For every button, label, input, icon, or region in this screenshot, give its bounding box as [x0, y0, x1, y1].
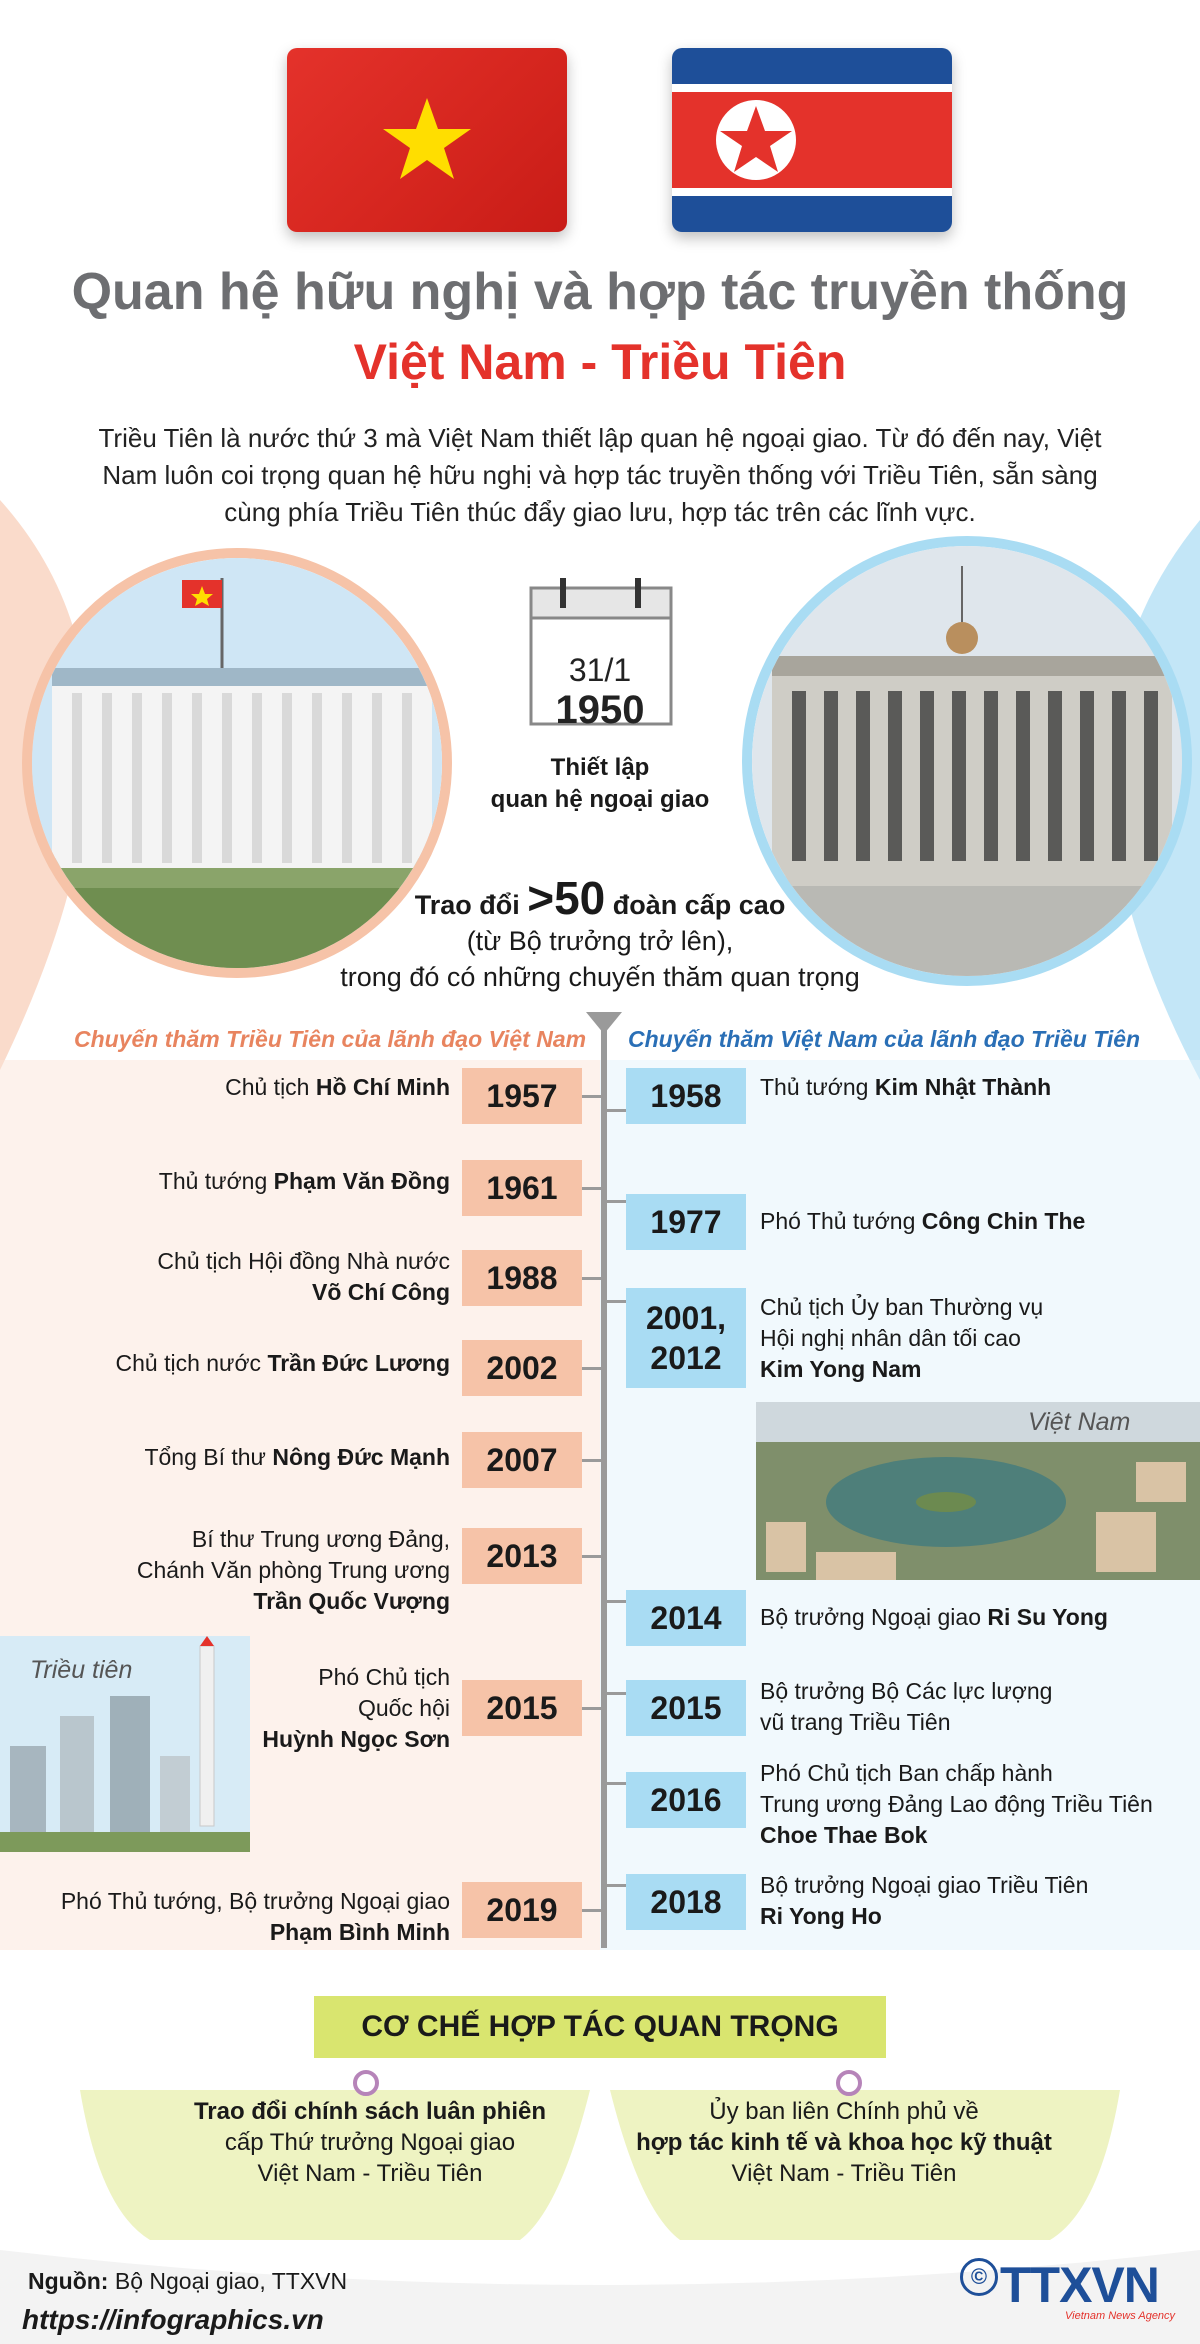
page-title: Quan hệ hữu nghị và hợp tác truyền thống	[71, 263, 1129, 321]
right-visit-2001-2012: Chủ tịch Ủy ban Thường vụ Hội nghị nhân dân tối cao Kim Yong Nam	[760, 1294, 1044, 1382]
right-visit-2015: Bộ trưởng Bộ Các lực lượng vũ trang Triều Tiên	[760, 1678, 1053, 1735]
ttxvn-logo: TTXVN	[1000, 2257, 1159, 2313]
left-year-1961: 1961	[462, 1160, 582, 1216]
mechanism-right: Ủy ban liên Chính phủ về hợp tác kinh tế và khoa học kỹ thuật Việt Nam - Triều Tiên	[636, 2098, 1052, 2187]
right-visit-2014: Bộ trưởng Ngoại giao Ri Su Yong	[760, 1604, 1108, 1630]
timeline-axis	[582, 1008, 626, 1948]
mechanism-left: Trao đổi chính sách luân phiên cấp Thứ trưởng Ngoại giao Việt Nam - Triều Tiên	[193, 2098, 547, 2187]
exchange-summary: Trao đổi >50 đoàn cấp cao (từ Bộ trưởng trở lên), trong đó có những chuyến thăm quan trọng	[340, 872, 860, 992]
mechanism-node-left	[353, 2070, 379, 2096]
right-year-1977: 1977	[626, 1194, 746, 1250]
north-korea-star-icon	[672, 48, 952, 232]
left-year-1988: 1988	[462, 1250, 582, 1306]
calendar-caption: Thiết lập quan hệ ngoại giao	[490, 754, 710, 813]
mechanism-node-right	[836, 2070, 862, 2096]
vietnam-star-icon	[287, 48, 567, 232]
left-year-2019: 2019	[462, 1882, 582, 1938]
left-visit-2007: Tổng Bí thư Nông Đức Mạnh	[144, 1444, 450, 1470]
left-visit-1988: Chủ tịch Hội đồng Nhà nước Võ Chí Công	[157, 1248, 450, 1305]
intro-paragraph: Triều Tiên là nước thứ 3 mà Việt Nam thiết lập quan hệ ngoại giao. Từ đó đến nay, Việt Nam luôn coi trọng quan hệ hữu nghị và hợp tác truyền thống với Triều Tiên, sẵn sàng cùng phía Triều Tiên thúc đẩy giao lưu, hợp tác trên các lĩnh vực.	[98, 423, 1102, 527]
north-korea-flag	[672, 48, 952, 232]
left-column-header: Chuyến thăm Triều Tiên của lãnh đạo Việt Nam	[74, 1026, 587, 1052]
right-column-header: Chuyến thăm Việt Nam của lãnh đạo Triều Tiên	[628, 1026, 1141, 1052]
left-year-1957: 1957	[462, 1068, 582, 1124]
right-visit-2018: Bộ trưởng Ngoại giao Triều Tiên Ri Yong Ho	[760, 1872, 1089, 1929]
left-visit-1961: Thủ tướng Phạm Văn Đồng	[158, 1168, 450, 1194]
vietnam-flag	[287, 48, 567, 232]
left-visit-1957: Chủ tịch Hồ Chí Minh	[225, 1074, 450, 1100]
vietnam-photo-label: Việt Nam	[1028, 1408, 1131, 1436]
right-year-2018: 2018	[626, 1874, 746, 1930]
left-visit-2015: Phó Chủ tịch Quốc hội Huỳnh Ngọc Sơn	[262, 1664, 450, 1752]
right-year-1958: 1958	[626, 1068, 746, 1124]
right-visit-1958: Thủ tướng Kim Nhật Thành	[760, 1074, 1052, 1100]
right-visit-2016: Phó Chủ tịch Ban chấp hành Trung ương Đảng Lao động Triều Tiên Choe Thae Bok	[760, 1760, 1153, 1848]
source-note: Nguồn: Bộ Ngoại giao, TTXVN	[28, 2268, 348, 2294]
ttxvn-logo-subtitle: Vietnam News Agency	[1065, 2310, 1176, 2322]
right-year-2015: 2015	[626, 1680, 746, 1736]
left-year-2002: 2002	[462, 1340, 582, 1396]
website-url[interactable]: https://infographics.vn	[22, 2304, 324, 2335]
right-year-2016: 2016	[626, 1772, 746, 1828]
left-visit-2019: Phó Thủ tướng, Bộ trưởng Ngoại giao Phạm Bình Minh	[60, 1888, 450, 1945]
left-visit-2013: Bí thư Trung ương Đảng, Chánh Văn phòng Trung ương Trần Quốc Vượng	[136, 1526, 450, 1614]
left-year-2013: 2013	[462, 1528, 582, 1584]
vietnam-lake-photo	[756, 1402, 1200, 1580]
right-year-2001-2012: 2001, 2012	[626, 1288, 746, 1388]
right-year-2014: 2014	[626, 1590, 746, 1646]
calendar-year: 1950	[555, 688, 645, 732]
page-subtitle: Việt Nam - Triều Tiên	[353, 334, 847, 390]
copyright-icon: ©	[960, 2258, 998, 2296]
left-year-2015: 2015	[462, 1680, 582, 1736]
mechanism-title: CƠ CHẾ HỢP TÁC QUAN TRỌNG	[314, 1996, 886, 2058]
left-year-2007: 2007	[462, 1432, 582, 1488]
calendar-date: 31/1	[568, 652, 632, 688]
north-korea-photo-label: Triều tiên	[30, 1656, 133, 1684]
right-visit-1977: Phó Thủ tướng Công Chin The	[760, 1208, 1086, 1234]
left-visit-2002: Chủ tịch nước Trần Đức Lương	[115, 1350, 450, 1376]
